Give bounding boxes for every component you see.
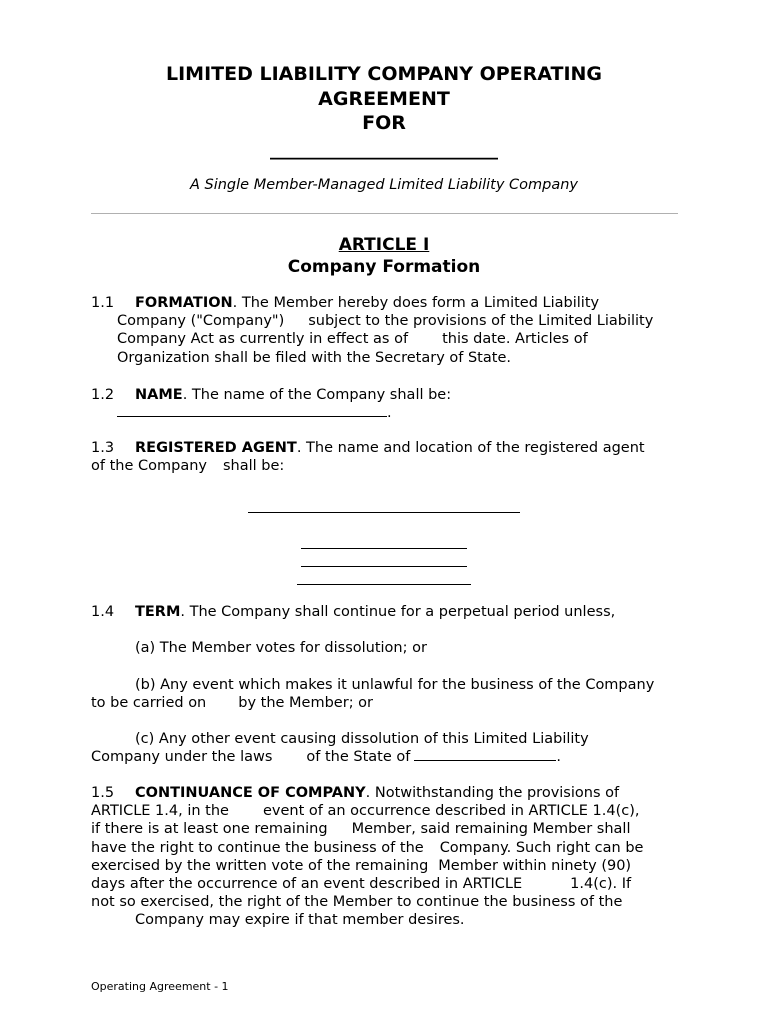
section-1-2-heading: NAME bbox=[135, 387, 183, 403]
section-1-4: 1.4 TERM. The Company shall continue for a perpetual period unless, bbox=[91, 604, 616, 620]
document-title-line-1: LIMITED LIABILITY COMPANY OPERATING bbox=[165, 63, 603, 85]
company-name-field bbox=[117, 404, 387, 417]
registered-agent-address-line-3 bbox=[297, 584, 471, 585]
section-1-1: 1.1 FORMATION. The Member hereby does form a Limited Liability Company ("Company") subject to the provisions of the Limited Liability Company Act as currently in effect as of this date. Articles of Organization shall be filed with the Secretary of State. bbox=[91, 295, 654, 366]
company-name-blank: ________________________ bbox=[270, 138, 498, 160]
section-1-4-heading: TERM bbox=[135, 604, 181, 620]
document-title-line-3: FOR bbox=[362, 112, 406, 134]
state-name-field bbox=[414, 748, 556, 761]
registered-agent-address-line-1 bbox=[301, 548, 467, 549]
section-1-4-b: (b) Any event which makes it unlawful for the business of the Company to be carried on by the Member; or bbox=[91, 677, 655, 712]
horizontal-rule bbox=[91, 213, 678, 214]
section-1-3-heading: REGISTERED AGENT bbox=[135, 440, 297, 456]
document-subtitle: A Single Member-Managed Limited Liability Company bbox=[189, 177, 579, 193]
section-1-4-a: (a) The Member votes for dissolution; or bbox=[135, 640, 427, 656]
article-heading: Company Formation bbox=[287, 257, 481, 277]
section-1-3: 1.3 REGISTERED AGENT. The name and location of the registered agent of the Company shall be: bbox=[91, 440, 645, 475]
section-1-5-heading: CONTINUANCE OF COMPANY bbox=[135, 785, 366, 801]
section-1-2: 1.2 NAME. The name of the Company shall be: . bbox=[91, 387, 452, 422]
section-1-1-heading: FORMATION bbox=[135, 295, 233, 311]
page-footer: Operating Agreement - 1 bbox=[91, 980, 229, 993]
section-1-4-c: (c) Any other event causing dissolution of this Limited Liability Company under the laws of the State of . bbox=[91, 731, 589, 766]
document-title-line-2: AGREEMENT bbox=[318, 88, 450, 110]
registered-agent-name-line bbox=[248, 512, 520, 513]
registered-agent-address-line-2 bbox=[301, 566, 467, 567]
section-1-5: 1.5 CONTINUANCE OF COMPANY. Notwithstanding the provisions of ARTICLE 1.4, in the event of an occurrence described in ARTICLE 1.4(c), if there is at least one remaining Member, said remaining Member shall have the right to continue the business of the Company. Such right can be exercised by the written vote of the remaining Member within ninety (90) days after the occurrence of an event described in ARTICLE 1.4(c). If not so exercised, the right of the Member to continue the business of the Company may expire if that member desires. bbox=[91, 785, 644, 929]
article-number: ARTICLE I bbox=[338, 235, 430, 255]
